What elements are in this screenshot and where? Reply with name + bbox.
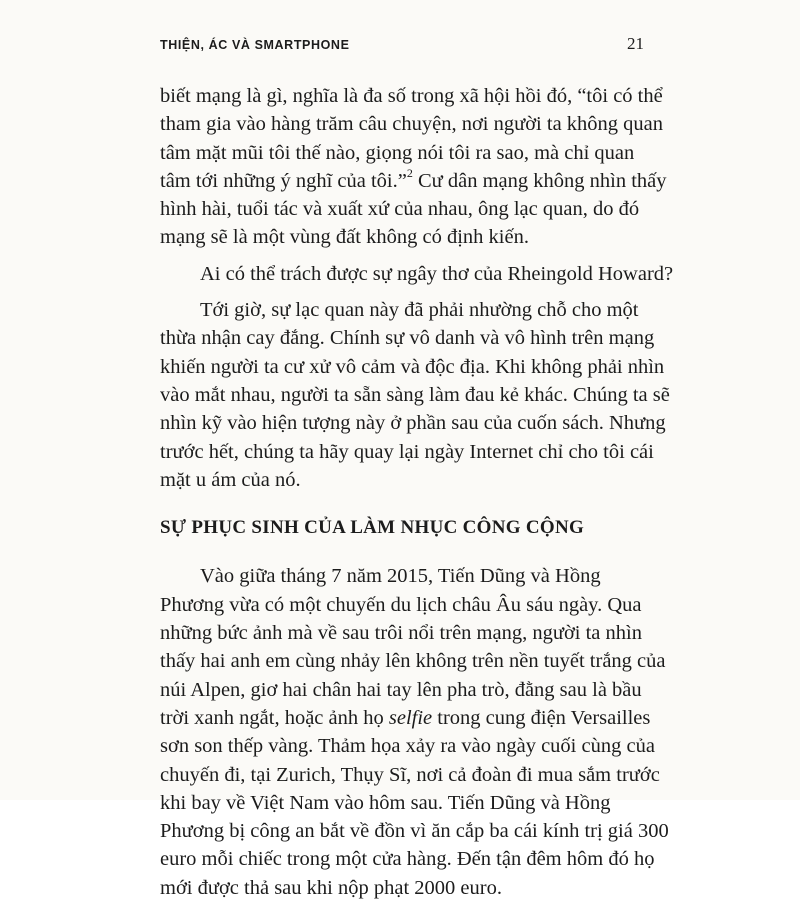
text-line: Phương vừa có một chuyến du lịch châu Âu sáu ngày. Qua [160,593,642,616]
text-line: nhìn kỹ vào hiện tượng này ở phần sau của cuốn sách. Nhưng [160,412,666,435]
text-line: chuyến đi, tại Zurich, Thụy Sĩ, nơi cả đoàn đi mua sắm trước [160,763,660,786]
text-line: hình hài, tuổi tác và xuất xứ của nhau, ông lạc quan, do đó [160,198,640,221]
italic-term: selfie [388,706,433,729]
paragraph-3 [160,296,680,494]
paragraph-2 [160,260,680,288]
text-line: sơn son thếp vàng. Thảm họa xảy ra vào ngày cuối cùng của [160,735,655,758]
paragraph-gap [160,252,680,260]
text-line [160,704,680,732]
body-text [160,82,680,902]
section-gap [160,542,680,562]
text-line: Phương bị công an bắt về đồn vì ăn cắp ba cái kính trị giá 300 [160,820,669,843]
page-number: 21 [627,34,644,53]
paragraph-gap [160,288,680,296]
text-line: khiến người ta cư xử vô cảm và độc địa. Khi không phải nhìn [160,355,665,378]
text-line: euro mỗi chiếc trong một cửa hàng. Đến tận đêm hôm đó họ [160,848,655,871]
text-segment: tâm tới những ý nghĩ của tôi.” [160,169,407,192]
section-heading: SỰ PHỤC SINH CỦA LÀM NHỤC CÔNG CỘNG [160,517,585,539]
text-line [160,167,680,195]
text-line: thấy hai anh em cùng nhảy lên không trên nền tuyết trắng của [160,650,666,673]
text-segment: trời xanh ngắt, hoặc ảnh họ [160,706,389,729]
text-line: Ai có thể trách được sự ngây thơ của Rheingold Howard? [200,262,674,285]
paragraph-1 [160,82,680,252]
footnote-marker: 2 [406,165,413,180]
paragraph-4 [160,562,680,902]
text-line: mới được thả sau khi nộp phạt 2000 euro. [160,876,502,899]
text-line: vào mắt nhau, người ta sẵn sàng làm đau kẻ khác. Chúng ta sẽ [160,383,670,406]
text-line: những bức ảnh mà về sau trôi nổi trên mạng, người ta nhìn [160,622,642,645]
text-line: mạng sẽ là một vùng đất không có định kiến. [160,226,529,249]
text-line: khi bay về Việt Nam vào hôm sau. Tiến Dũng và Hồng [160,791,611,814]
text-line: tham gia vào hàng trăm câu chuyện, nơi người ta không quan [160,113,664,136]
text-line: trước hết, chúng ta hãy quay lại ngày Internet chỉ cho tôi cái [160,440,654,463]
text-line: biết mạng là gì, nghĩa là đa số trong xã hội hồi đó, “tôi có thể [160,85,663,107]
text-line: thừa nhận cay đắng. Chính sự vô danh và vô hình trên mạng [160,327,655,350]
running-title: THIỆN, ÁC VÀ SMARTPHONE [160,38,350,52]
text-line: Tới giờ, sự lạc quan này đã phải nhường chỗ cho một [200,299,639,322]
text-segment: Cư dân mạng không nhìn thấy [412,169,667,192]
text-line: mặt u ám của nó. [160,468,301,491]
text-segment: trong cung điện Versailles [432,706,651,729]
text-line: Vào giữa tháng 7 năm 2015, Tiến Dũng và Hồng [200,565,601,588]
section-gap [160,494,680,514]
text-line: tâm mặt mũi tôi thế nào, giọng nói tôi ra sao, mà chỉ quan [160,141,635,164]
text-line: núi Alpen, giơ hai chân hai tay lên pha trò, đằng sau là bầu [160,678,642,701]
